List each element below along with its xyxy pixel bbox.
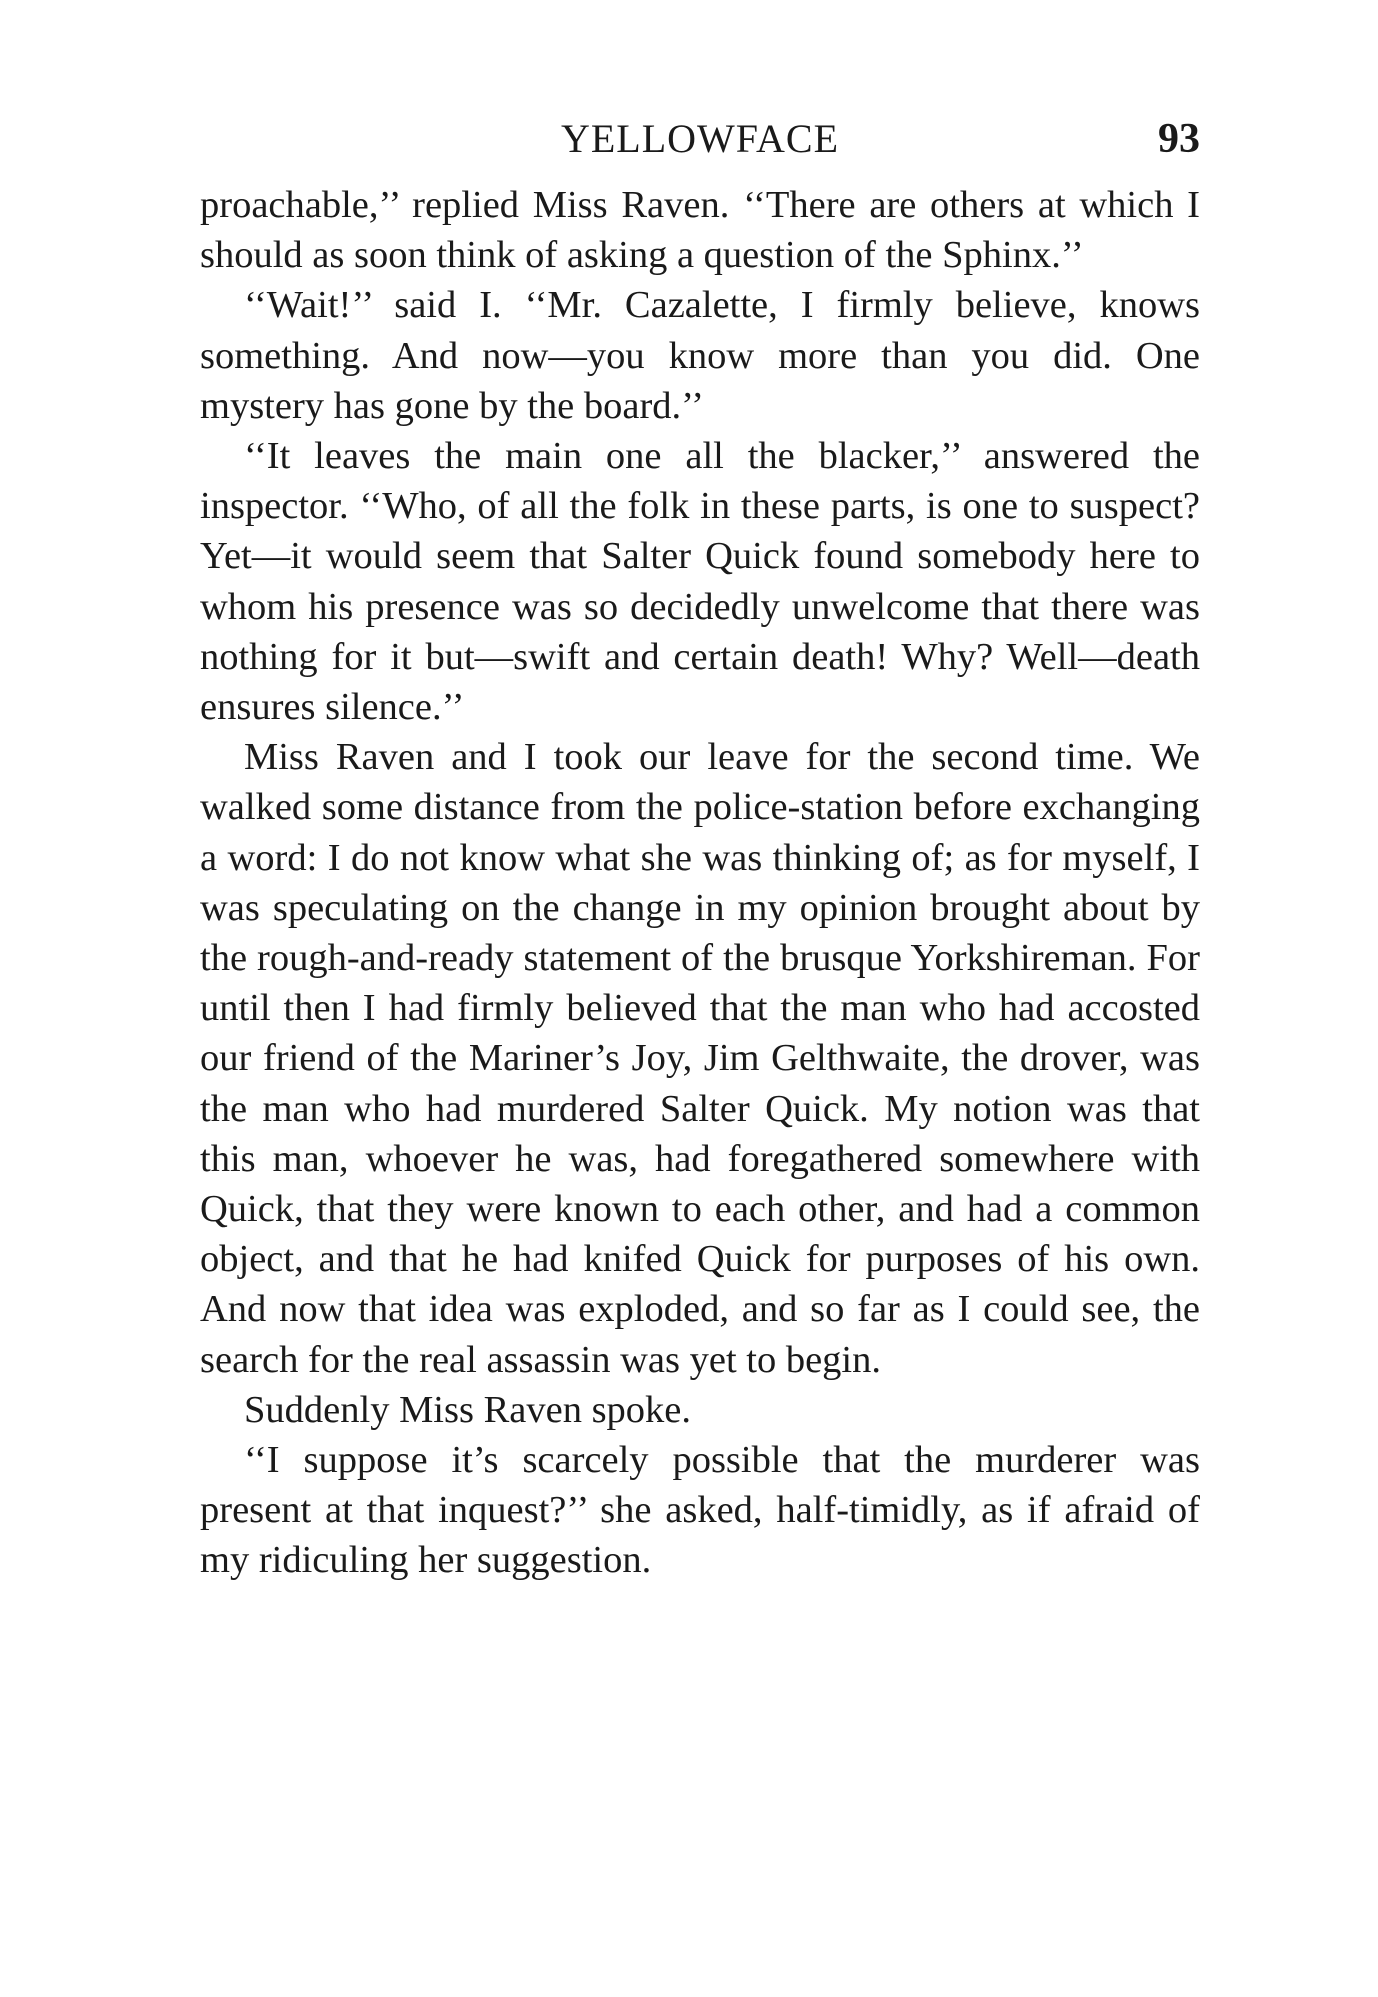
- page-number: 93: [1158, 116, 1200, 162]
- paragraph: ‘‘I suppose it’s scarcely possible that the murderer was present at that inquest?’’ she asked, half-timidly, as if afraid of my ridiculing her suggestion.: [200, 1439, 1200, 1582]
- paragraph: ‘‘Wait!’’ said I. ‘‘Mr. Cazalette, I firmly believe, knows something. And now—you know more than you did. One mystery has gone by the board.’’: [200, 284, 1200, 427]
- paragraph: Suddenly Miss Raven spoke.: [244, 1388, 692, 1431]
- body-text: [200, 180, 1200, 1586]
- paragraph-continuation: proachable,’’ replied Miss Raven. ‘‘There are others at which I should as soon think of asking a question of the Sphinx.’’: [200, 184, 1200, 277]
- paragraph: ‘‘It leaves the main one all the blacker,’’ answered the inspector. ‘‘Who, of all the folk in these parts, is one to suspect? Yet—it would seem that Salter Quick found somebody here to whom his presence was so decidedly unwelcome that there was nothing for it but—swift and certain death! Why? Well—death ensures silence.’’: [200, 435, 1200, 729]
- running-title: YELLOWFACE: [560, 116, 840, 161]
- paragraph: Miss Raven and I took our leave for the second time. We walked some distance from the police-station before exchanging a word: I do not know what she was thinking of; as for myself, I was speculating on the change in my opinion brought about by the rough-and-ready statement of the brusque Yorkshireman. For until then I had firmly believed that the man who had accosted our friend of the Mariner’s Joy, Jim Gelthwaite, the drover, was the man who had murdered Salter Quick. My notion was that this man, whoever he was, had foregathered somewhere with Quick, that they were known to each other, and had a common object, and that he had knifed Quick for purposes of his own. And now that idea was exploded, and so far as I could see, the search for the real assassin was yet to begin.: [200, 736, 1200, 1381]
- running-head: [200, 114, 1200, 164]
